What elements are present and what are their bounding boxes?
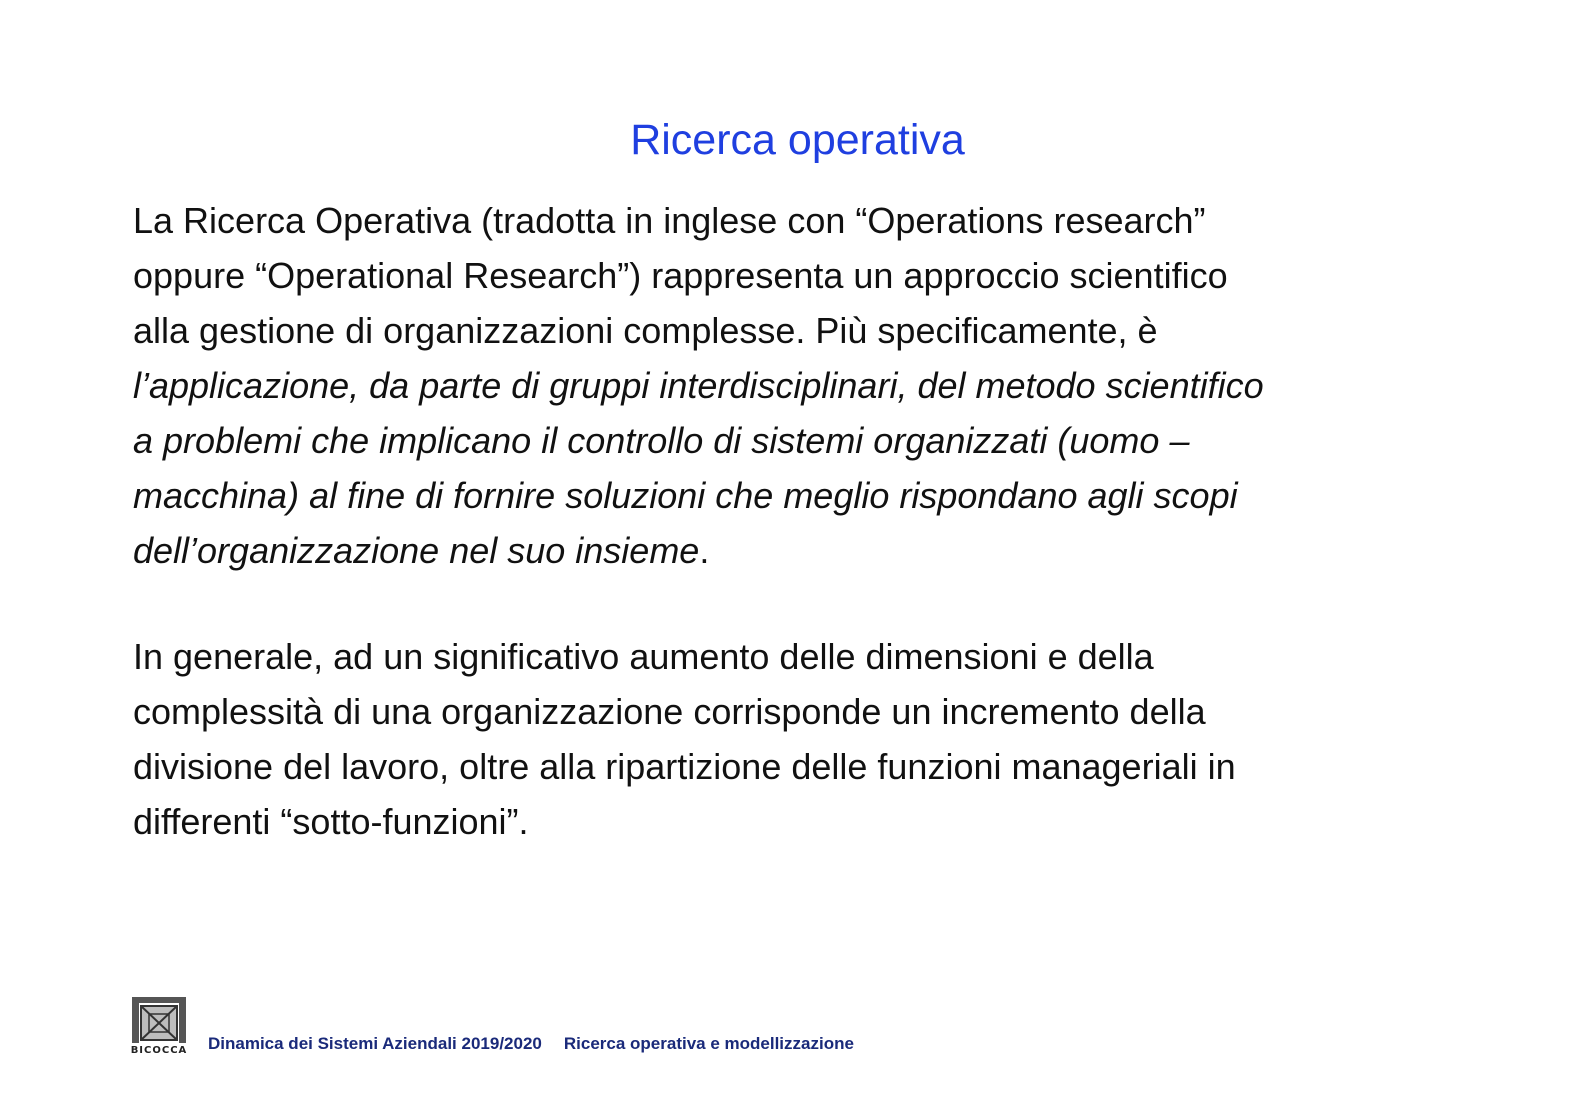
paragraph-line: In generale, ad un significativo aumento delle dimensioni e della — [133, 636, 1154, 677]
footer-course: Dinamica dei Sistemi Aziendali 2019/2020 — [208, 1034, 542, 1053]
paragraph-line — [133, 523, 1463, 578]
bicocca-logo-icon — [131, 996, 187, 1044]
paragraph-line — [133, 303, 1463, 358]
footer — [130, 994, 854, 1056]
text-segment: macchina) al fine di fornire soluzioni che meglio rispondano agli scopi — [133, 475, 1238, 516]
paragraph-general — [133, 629, 1463, 849]
text-segment: alla gestione di organizzazioni complesse. Più specificamente, è — [133, 310, 1158, 351]
slide-title: Ricerca operativa — [630, 116, 965, 164]
text-segment: . — [699, 530, 710, 571]
footer-topic: Ricerca operativa e modellizzazione — [563, 1034, 854, 1053]
paragraph-line — [133, 248, 1463, 303]
paragraph-line: complessità di una organizzazione corrisponde un incremento della — [133, 691, 1206, 732]
text-segment: dell’organizzazione nel suo insieme — [133, 530, 700, 571]
paragraph-line: differenti “sotto-funzioni”. — [133, 801, 529, 842]
text-segment: oppure “Operational Research”) rappresenta un approccio scientifico — [133, 255, 1228, 296]
paragraph-line — [133, 193, 1463, 248]
text-segment: La Ricerca Operativa (tradotta in inglese con “Operations research” — [133, 200, 1206, 241]
university-logo — [130, 996, 188, 1056]
paragraph-line: divisione del lavoro, oltre alla ripartizione delle funzioni manageriali in — [133, 746, 1236, 787]
paragraph-line — [133, 358, 1463, 413]
logo-wordmark: BICOCCA — [130, 1045, 188, 1056]
paragraph-definition — [133, 193, 1463, 578]
text-segment: l’applicazione, da parte di gruppi interdisciplinari, del metodo scientifico — [133, 365, 1264, 406]
text-segment: a problemi che implicano il controllo di sistemi organizzati (uomo – — [133, 420, 1190, 461]
paragraph-line — [133, 413, 1463, 468]
paragraph-line — [133, 468, 1463, 523]
